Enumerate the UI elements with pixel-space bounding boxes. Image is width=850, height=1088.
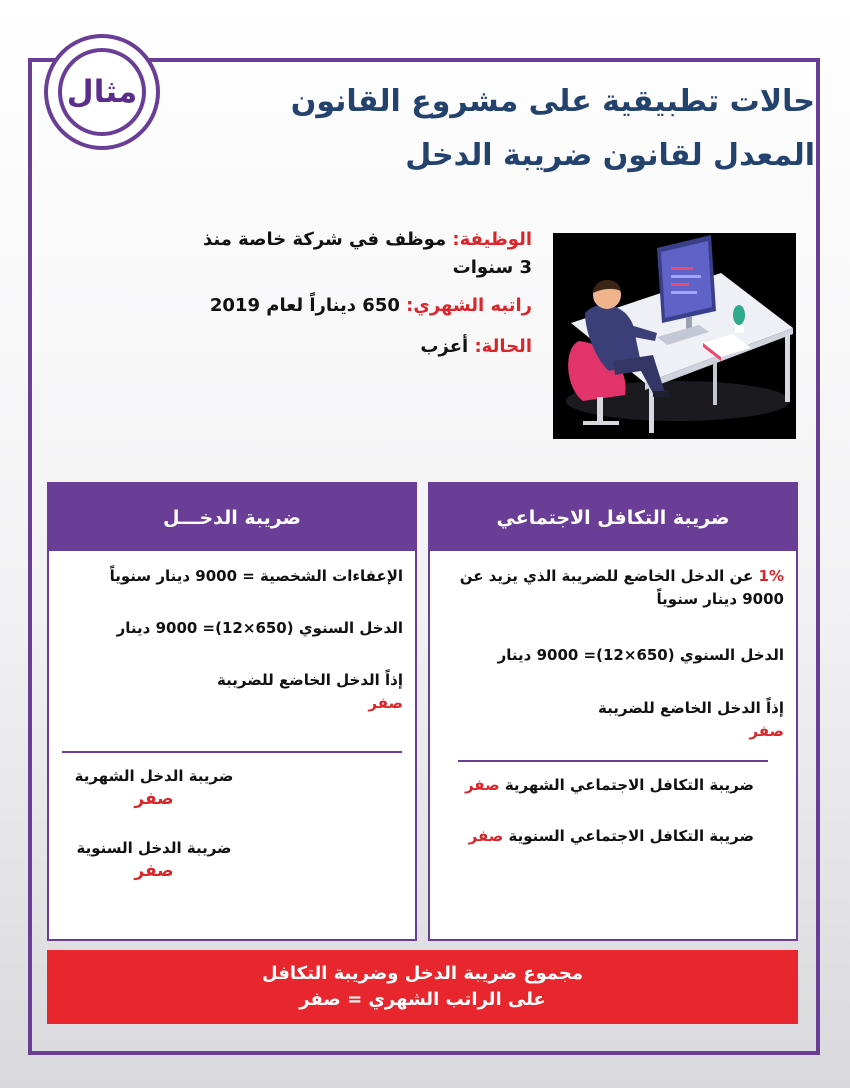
social-tax-monthly-row (442, 774, 754, 797)
income-tax-annual-label: ضريبة الدخل السنوية (76, 839, 232, 857)
income-tax-annual-value: صفر (134, 861, 174, 881)
salary-value: 650 ديناراً لعام 2019 (209, 295, 400, 316)
job-label: الوظيفة: (452, 229, 532, 250)
social-tax-annual-value: صفر (468, 827, 504, 845)
social-tax-annual-label: ضريبة التكافل الاجتماعي السنوية (508, 827, 754, 845)
salary-label: راتبه الشهري: (406, 295, 532, 316)
income-tax-monthly-value: صفر (134, 789, 174, 809)
job-row (190, 226, 532, 282)
social-tax-monthly-value: صفر (464, 776, 500, 794)
income-tax-exemptions: الإعفاءات الشخصية = 9000 دينار سنوياً (109, 567, 403, 585)
income-tax-header: ضريبة الدخـــل (49, 484, 415, 551)
social-tax-header: ضريبة التكافل الاجتماعي (430, 484, 796, 551)
page-title-line1: حالات تطبيقية على مشروع القانون (290, 84, 815, 119)
example-badge-label: مثال (58, 48, 146, 136)
social-tax-taxable-value: صفر (749, 722, 784, 740)
social-tax-rate: 1% (758, 567, 784, 585)
page-title-line2: المعدل لقانون ضريبة الدخل (405, 138, 815, 173)
summary-line1: مجموع ضريبة الدخل وضريبة التكافل (262, 963, 583, 984)
income-tax-monthly-label: ضريبة الدخل الشهرية (74, 767, 234, 785)
income-tax-taxable-label: إذاً الدخل الخاضع للضريبة (217, 671, 403, 689)
social-tax-taxable-label: إذاً الدخل الخاضع للضريبة (598, 699, 784, 717)
income-tax-totals (49, 753, 339, 883)
office-worker-illustration (553, 233, 796, 439)
social-tax-annual-row (442, 825, 754, 848)
job-value: موظف في شركة خاصة منذ 3 سنوات (203, 229, 532, 278)
example-badge (44, 34, 160, 150)
social-tax-rate-text: عن الدخل الخاضع للضريبة الذي يزيد عن 9000 دينار سنوياً (459, 567, 784, 608)
social-tax-rate-row (442, 565, 784, 611)
social-tax-annual-income: الدخل السنوي (650×12)= 9000 دينار (497, 646, 784, 664)
income-tax-taxable-value: صفر (368, 694, 403, 712)
social-tax-monthly-label: ضريبة التكافل الاجتماعي الشهرية (504, 776, 754, 794)
status-value: أعزب (420, 336, 469, 357)
salary-row (190, 292, 532, 320)
income-tax-body (49, 551, 415, 715)
social-tax-body (430, 551, 796, 743)
status-row (190, 333, 532, 361)
status-label: الحالة: (474, 336, 532, 357)
social-tax-totals (430, 762, 796, 848)
social-tax-panel (428, 482, 798, 941)
income-tax-panel (47, 482, 417, 941)
summary-banner (47, 950, 798, 1024)
employee-profile (190, 226, 532, 361)
income-tax-annual-income: الدخل السنوي (650×12)= 9000 دينار (116, 619, 403, 637)
summary-line2: على الراتب الشهري = صفر (299, 989, 546, 1010)
